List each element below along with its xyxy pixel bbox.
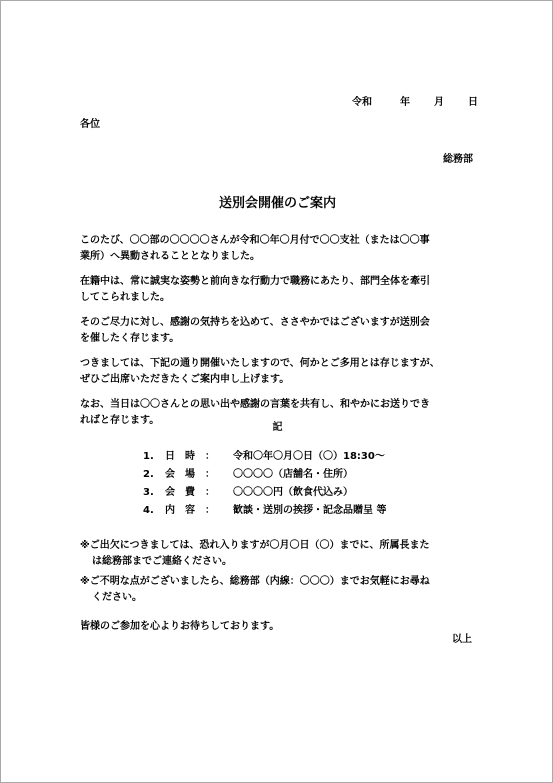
addressee: 各位 (80, 119, 100, 130)
body-paragraph: なお、当日は〇〇さんとの思い出や感謝の言葉を共有し、和やかにお送りでき ればと存じます。 (80, 399, 430, 426)
ijo-text: 以上 (452, 634, 472, 645)
document-date (352, 95, 478, 111)
note-item: ※ご不明な点がございましたら、総務部（内線：〇〇〇）までお気軽にお尋ね ください。 (80, 576, 430, 603)
list-item: 4. 内 容 ： 歓談・送別の挨拶・記念品贈呈 等 (143, 505, 387, 516)
sender: 総務部 (443, 154, 473, 165)
list-item: 2. 会 場 ： 〇〇〇〇（店舗名・住所） (143, 469, 353, 480)
details-list (143, 448, 386, 520)
date-year: 年 (400, 97, 410, 108)
body-paragraph: つきましては、下記の通り開催いたしますので、何かとご多用とは存じますが、 ぜひご出席いただきたくご案内申し上げます。 (80, 358, 440, 385)
date-day: 日 (468, 97, 478, 108)
note-item: ※ご出欠につきましては、恐れ入りますが〇月〇日（〇）までに、所属長また は総務部までご連絡ください。 (80, 540, 430, 567)
notes (80, 538, 490, 610)
ki-heading: 記 (272, 422, 283, 433)
body-paragraph: そのご尽力に対し、感謝の気持ちを込めて、ささやかではございますが送別会 を催したく存じます。 (80, 317, 430, 344)
document-title: 送別会開催のご案内 (218, 196, 336, 211)
date-month: 月 (434, 97, 444, 108)
date-era: 令和 (352, 97, 372, 108)
body-paragraph: 在籍中は、常に誠実な姿勢と前向きな行動力で職務にあたり、部門全体を牽引 してこられました。 (80, 276, 430, 303)
body-paragraph: このたび、〇〇部の〇〇〇〇さんが令和〇年〇月付で〇〇支社（または〇〇事 業所）へ異動されることとなりました。 (80, 235, 430, 262)
list-item: 3. 会 費 ： 〇〇〇〇円（飲食代込み） (143, 487, 353, 498)
body-text (80, 233, 480, 438)
list-item: 1. 日 時 ： 令和〇年〇月〇日（〇）18:30～ (143, 451, 385, 462)
closing-text: 皆様のご参加を心よりお待ちしております。 (80, 621, 280, 632)
